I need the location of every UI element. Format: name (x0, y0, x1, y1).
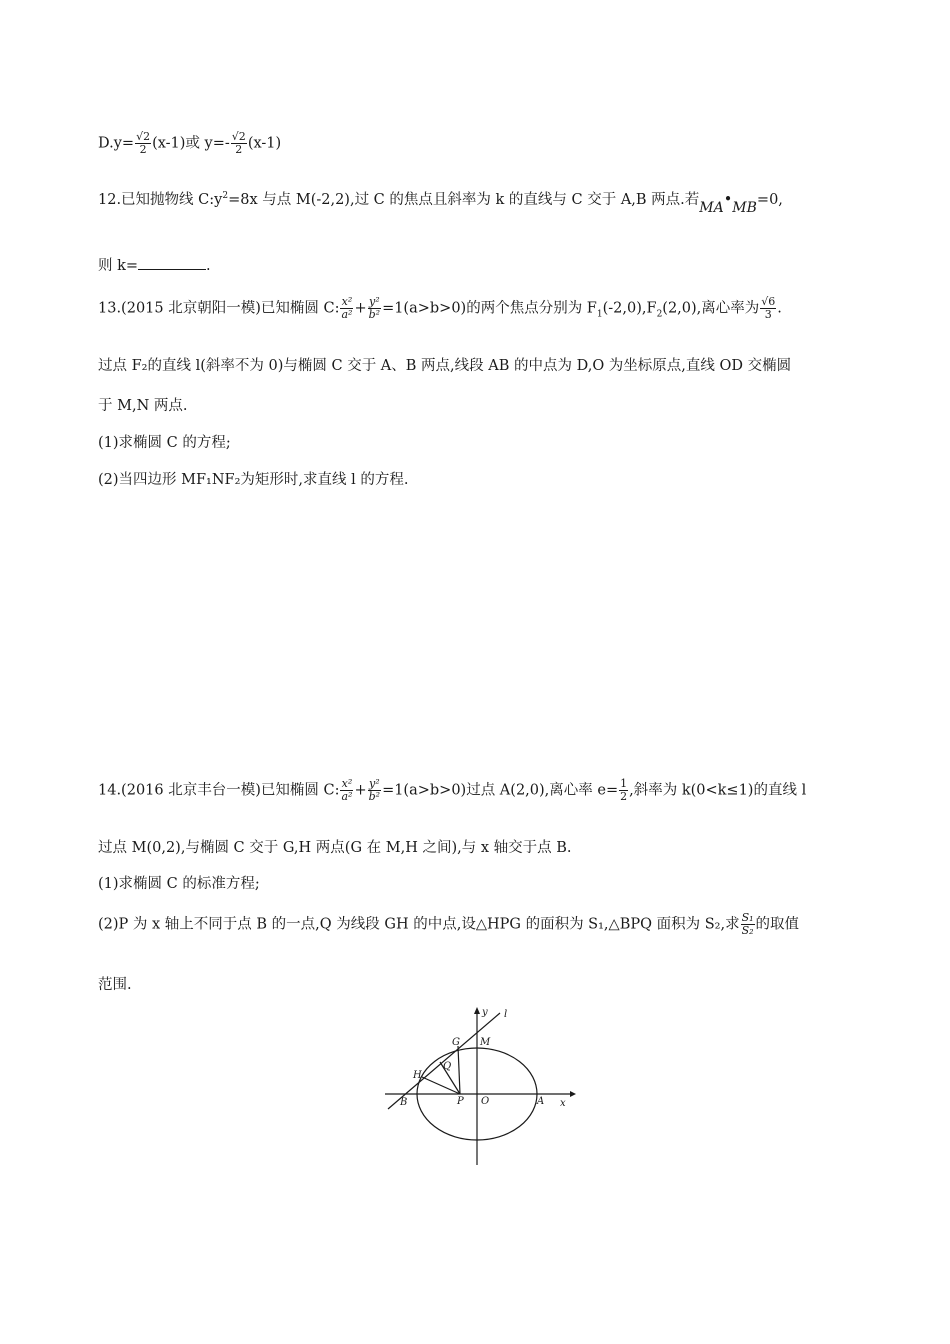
label-q: Q (443, 1061, 452, 1072)
fraction: $\frac{√2}{2}$ (231, 130, 246, 156)
q14-line1: 14.(2016 北京丰台一模)已知椭圆 C: $\frac{\text{x²}}{\text{a²}}$ + $\frac{\text{y²}}{\text{b²}}$ =1(a>b>0)过点 A(2,0),离心率 e= $\frac{1}{2}$ ,斜率为 k(0<k≤1)的直线 l (98, 777, 807, 803)
label-a: A (537, 1096, 545, 1107)
q13-part2: (2)当四边形 MF₁NF₂为矩形时,求直线 l 的方程. (98, 472, 409, 488)
q14-last-line: 范围. (98, 977, 132, 993)
fraction: $\frac{√2}{2}$ (136, 130, 151, 156)
label-x: x (560, 1098, 566, 1109)
label-h: H (413, 1070, 422, 1081)
q11-option-d: D.y= $\frac{√2}{2}$ (x-1)或 y=- $\frac{√2}{2}$ (x-1) (98, 130, 282, 156)
segment-pg (458, 1046, 460, 1094)
fraction: $\frac{\text{x²}}{\text{a²}}$ (341, 295, 353, 321)
q13-line1: 13.(2015 北京朝阳一模)已知椭圆 C: $\frac{\text{x²}}{\text{a²}}$ + $\frac{\text{y²}}{\text{b²}}$ =1(a>b>0)的两个焦点分别为 $F_1(-2,0),F_2(2,0)$,离心率为 $\frac{√6}{3}$ . (98, 295, 782, 321)
label-m: M (480, 1037, 491, 1048)
label-b: B (400, 1097, 408, 1108)
q12-line2: 则 k= . (98, 255, 211, 276)
label-p: P (457, 1096, 464, 1107)
q13-line3: 于 M,N 两点. (98, 398, 188, 414)
label-l: l (504, 1009, 508, 1020)
fraction: $\frac{\text{S₁}}{\text{S₂}}$ (741, 911, 754, 937)
q13-part1: (1)求椭圆 C 的方程; (98, 435, 231, 451)
fraction: $\frac{\text{x²}}{\text{a²}}$ (341, 777, 353, 803)
vector-ma: MA (699, 200, 724, 216)
fraction: $\frac{1}{2}$ (620, 777, 628, 803)
vector-mb: MB (732, 200, 757, 216)
label-y: y (482, 1007, 488, 1018)
q13-line2: 过点 F₂的直线 l(斜率不为 0)与椭圆 C 交于 A、B 两点,线段 AB 的中点为 D,O 为坐标原点,直线 OD 交椭圆 (98, 358, 792, 374)
q14-part2: (2)P 为 x 轴上不同于点 B 的一点,Q 为线段 GH 的中点,设△HPG 的面积为 S₁,△BPQ 面积为 S₂,求 $\frac{\text{S₁}}{\text{S₂}}$ 的取值 (98, 911, 800, 937)
y-axis-arrow (474, 1007, 480, 1014)
answer-blank (138, 255, 206, 270)
q12-line1: 12.已知抛物线 $C:y^2=8x$ 与点 M(-2,2),过 C 的焦点且斜率为 k 的直线与 C 交于 A,B 两点.若MA•MB=0, (98, 191, 783, 216)
fraction: $\frac{√6}{3}$ (761, 295, 776, 321)
label-g: G (452, 1037, 460, 1048)
q14-line2: 过点 M(0,2),与椭圆 C 交于 G,H 两点(G 在 M,H 之间),与 x 轴交于点 B. (98, 840, 572, 856)
q14-part1: (1)求椭圆 C 的标准方程; (98, 876, 260, 892)
fraction: $\frac{\text{y²}}{\text{b²}}$ (368, 777, 381, 803)
x-axis-arrow (570, 1091, 576, 1097)
ellipse-figure (380, 1005, 580, 1170)
fraction: $\frac{\text{y²}}{\text{b²}}$ (368, 295, 381, 321)
label-o: O (481, 1096, 490, 1107)
